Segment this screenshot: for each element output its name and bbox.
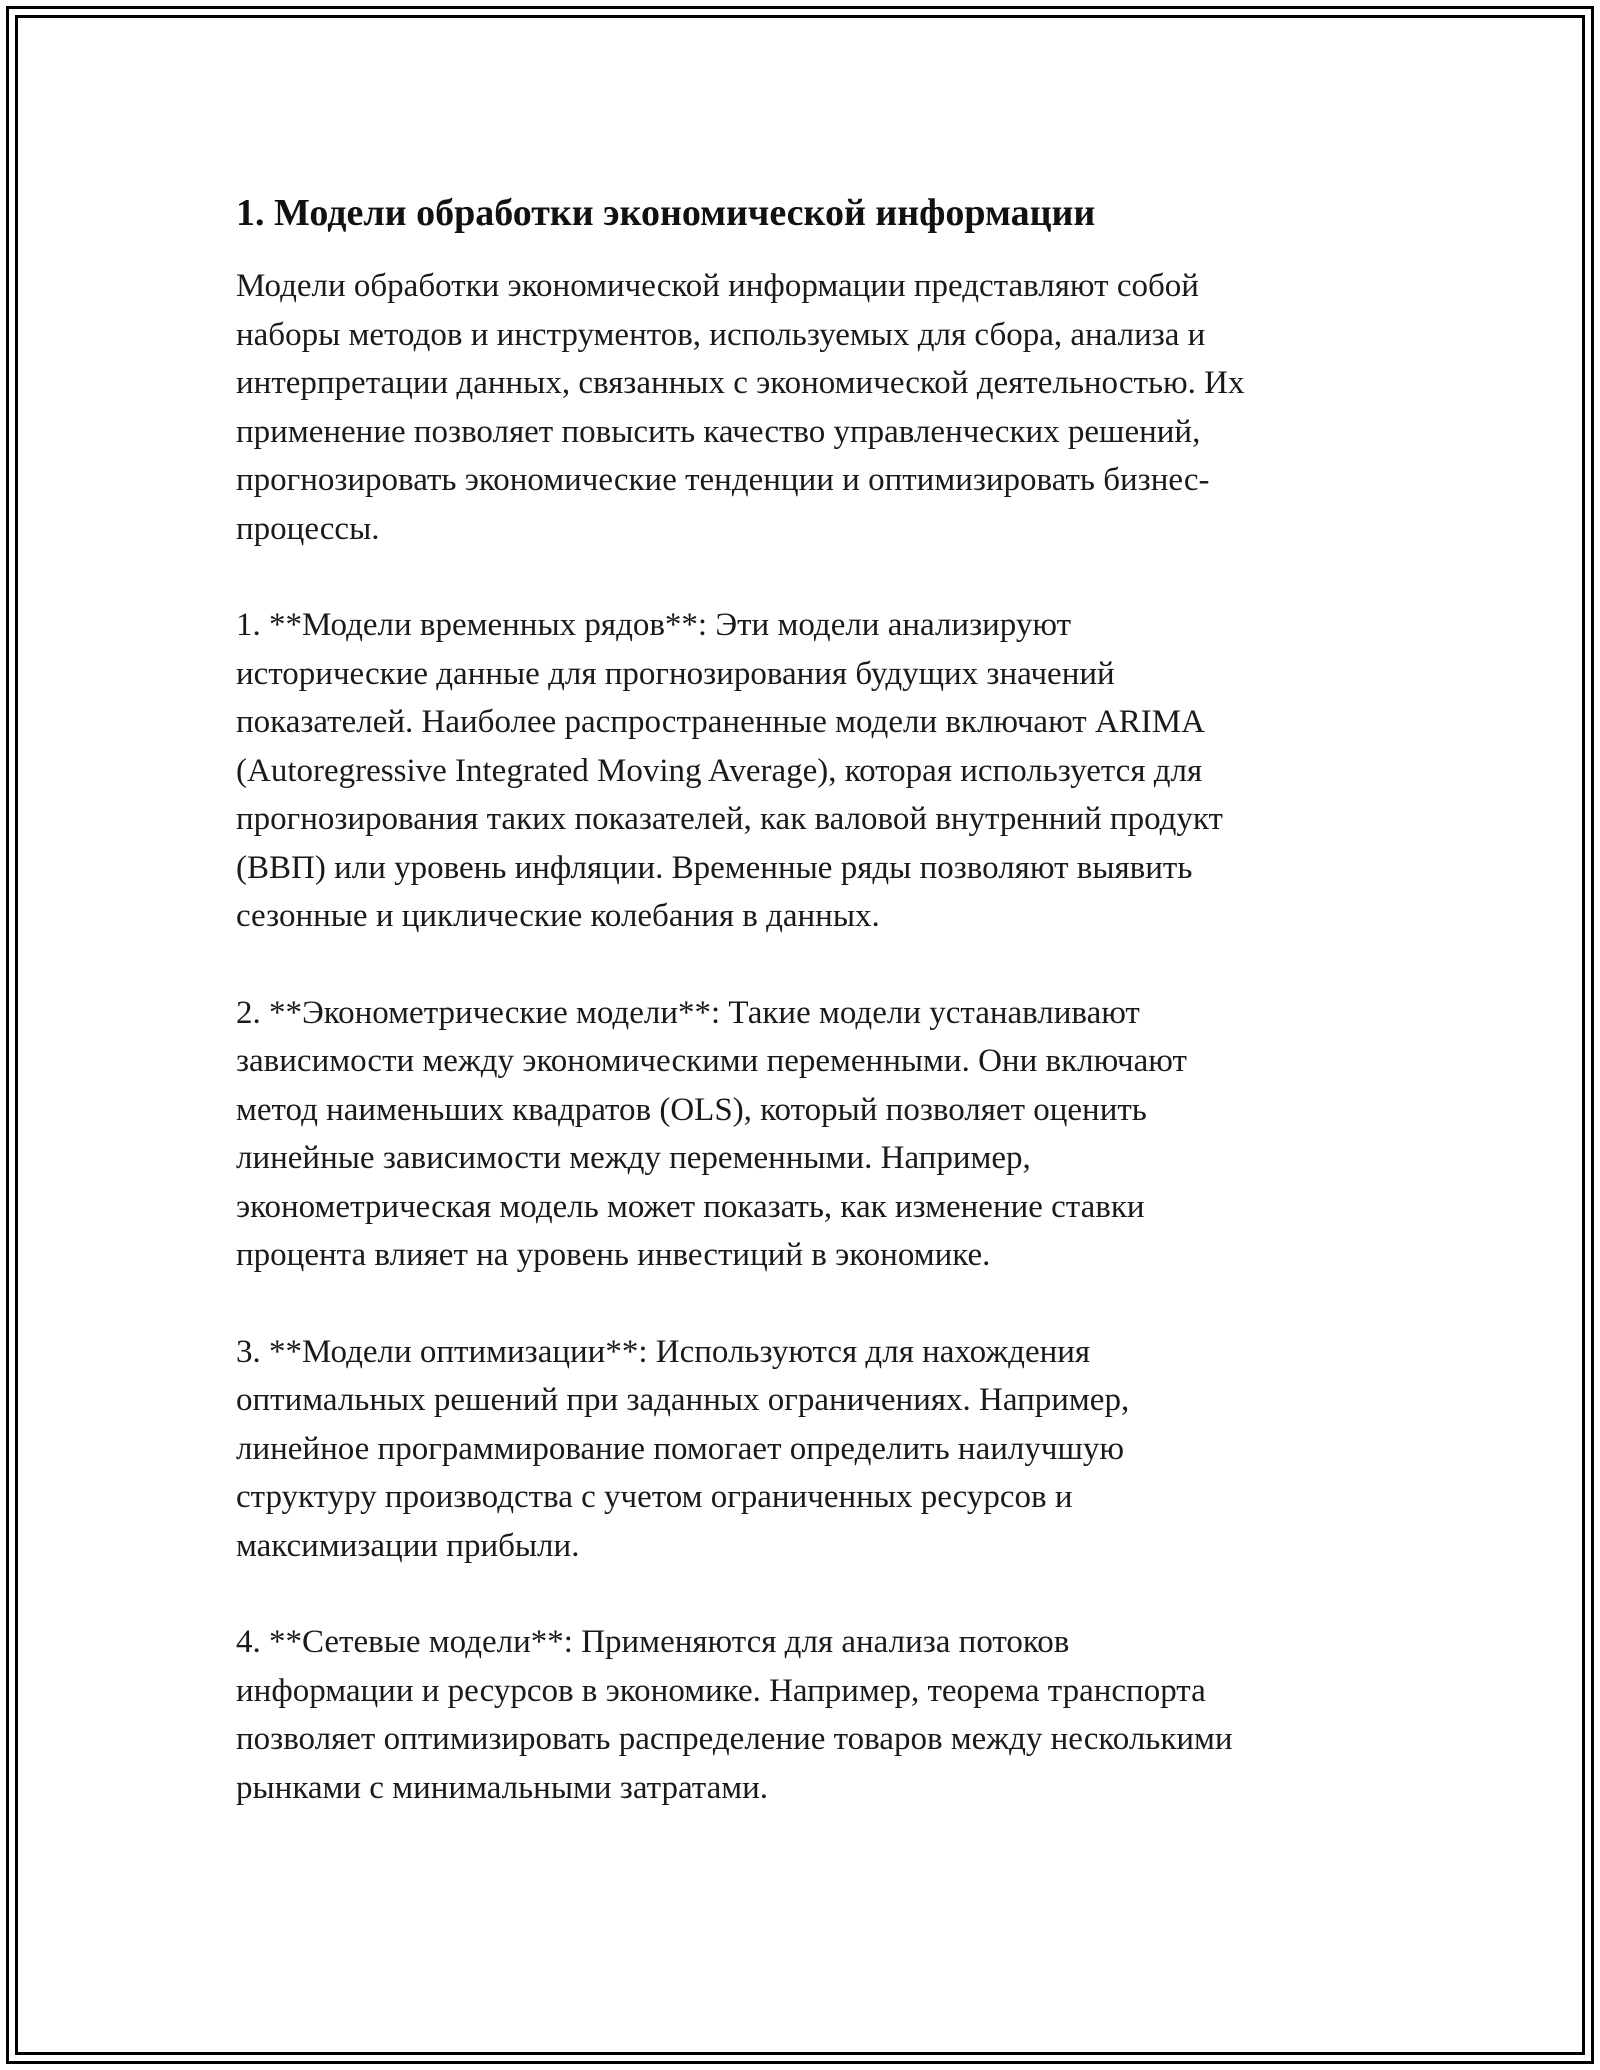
list-item-optimization: 3. **Модели оптимизации**: Используются для нахождения оптимальных решений при заданных ограничениях. Например, линейное программирование помогает определить наилучшую структуру производства с учетом ограниченных ресурсов и максимизации прибыли. — [236, 1333, 1130, 1564]
list-item-network: 4. **Сетевые модели**: Применяются для анализа потоков информации и ресурсов в экономике. Например, теорема транспорта позволяет оптимизировать распределение товаров между несколькими рынками с минимальными затратами. — [236, 1624, 1233, 1806]
document-body — [236, 186, 1376, 1860]
intro-paragraph: Модели обработки экономической информации представляют собой наборы методов и инструментов, используемых для сбора, анализа и интерпретации данных, связанных с экономической деятельностью. Их применение позволяет повысить качество управленческих решений, прогнозировать экономические тенденции и оптимизировать бизнес- процессы. — [236, 268, 1245, 547]
list-item-econometric: 2. **Эконометрические модели**: Такие модели устанавливают зависимости между экономическими переменными. Они включают метод наименьших квадратов (OLS), который позволяет оценить линейные зависимости между переменными. Например, эконометрическая модель может показать, как изменение ставки процента влияет на уровень инвестиций в экономике. — [236, 994, 1187, 1273]
list-item-time-series: 1. **Модели временных рядов**: Эти модели анализируют исторические данные для прогнозирования будущих значений показателей. Наиболее распространенные модели включают ARIMA (Autoregressive Integrated Moving Average), которая используется для прогнозирования таких показателей, как валовой внутренний продукт (ВВП) или уровень инфляции. Временные ряды позволяют выявить сезонные и циклические колебания в данных. — [236, 607, 1223, 934]
section-heading: 1. Модели обработки экономической информации — [236, 192, 1096, 234]
